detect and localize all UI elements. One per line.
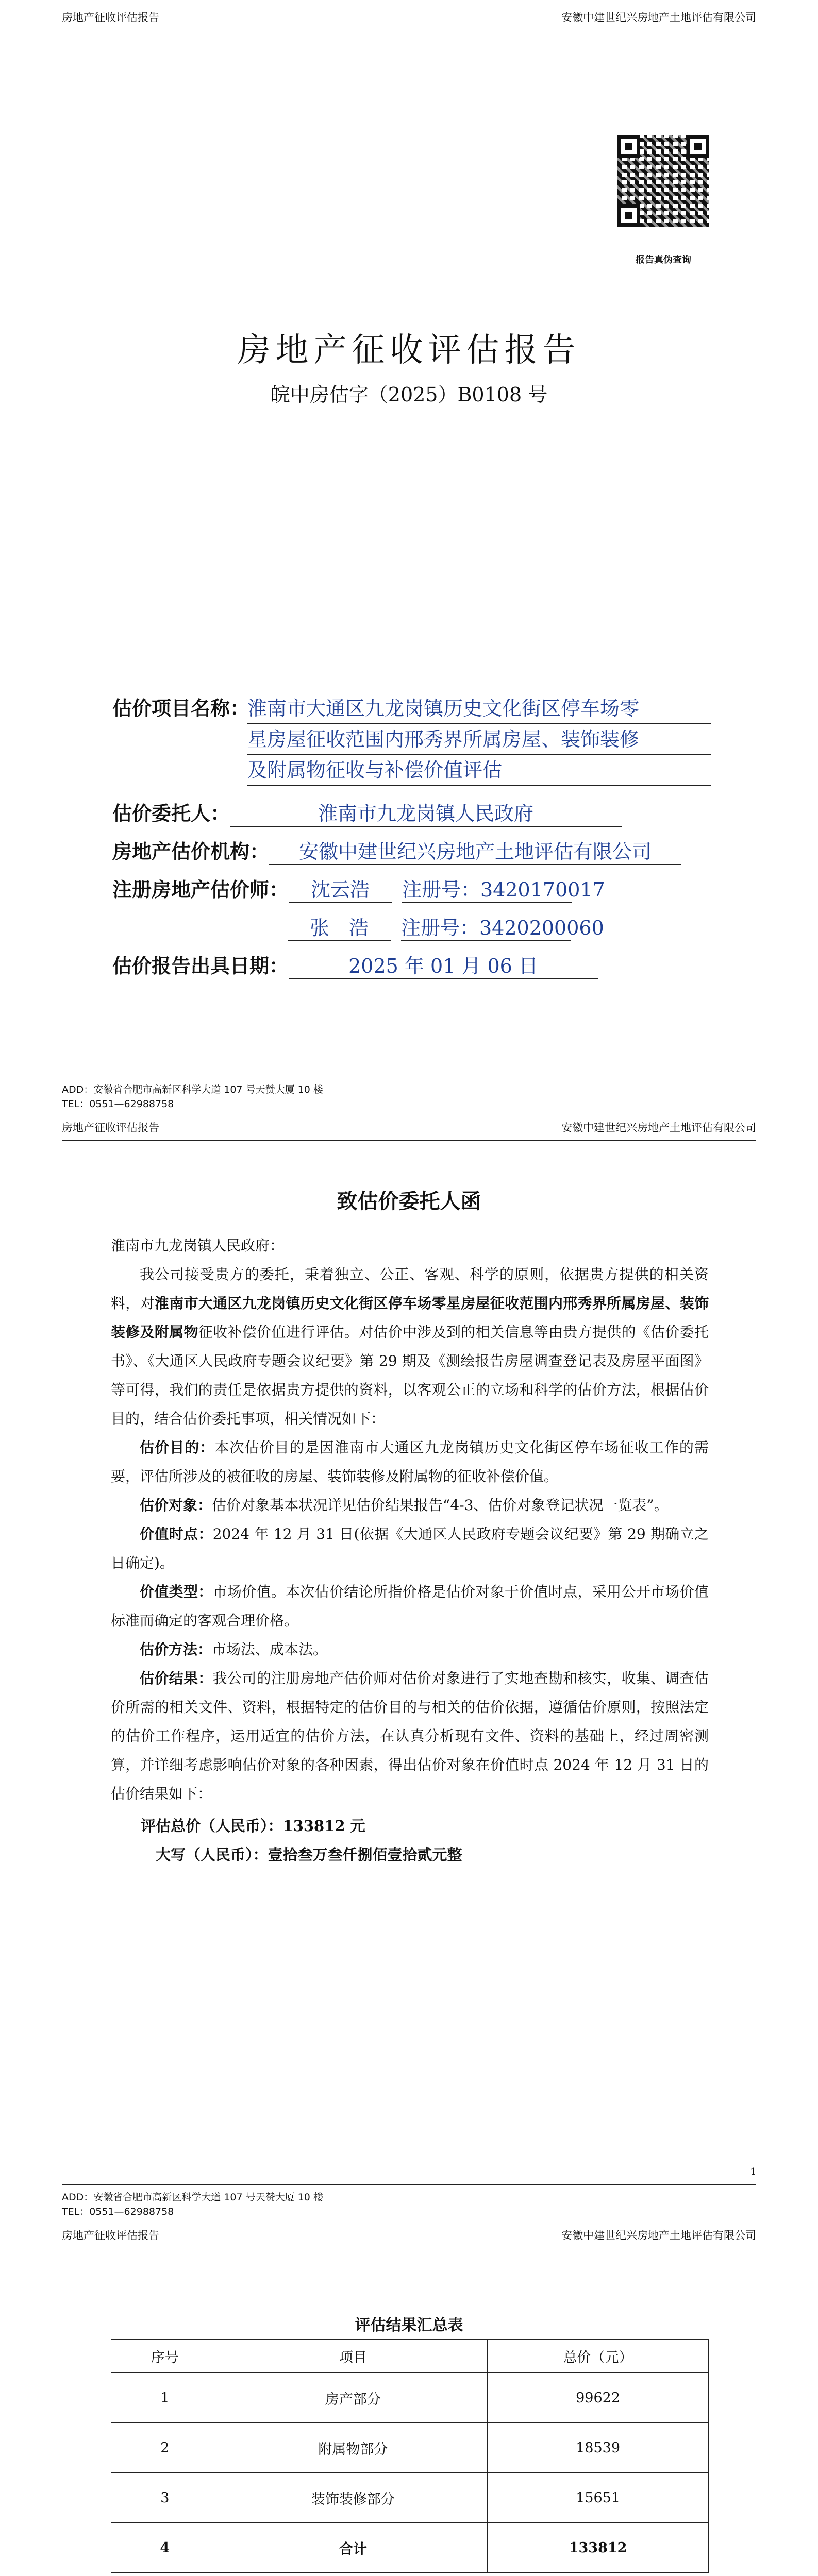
footer-tel: TEL：0551—62988758 — [62, 1098, 174, 1108]
method-para: 估价方法：市场法、成本法。 — [140, 1641, 328, 1658]
appraiser-row — [112, 874, 605, 903]
agency-row — [112, 836, 681, 865]
header-left: 房地产征收评估报告 — [62, 2229, 159, 2242]
header-left: 房地产征收评估报告 — [62, 1122, 159, 1134]
total-value: 评估总价（人民币）：133812 元 — [141, 1817, 365, 1835]
table-row: 3 装饰装修部分 15651 — [111, 2473, 709, 2523]
appraiser-2-reg: 注册号：3420200060 — [401, 912, 571, 941]
client-value: 淮南市九龙岗镇人民政府 — [230, 798, 622, 827]
page-header — [62, 2218, 756, 2248]
page-header — [62, 1110, 756, 1141]
result-para: 估价结果：我公司的注册房地产估价师对估价对象进行了实地查勘和核实，收集、调查估价所需的相关文件、资料，根据特定的估价目的与相关的估价依据，遵循估价原则，按照法定的估价工作程序，运用适宜的估价方法，在认真分析现有文件、资料的基础上，经过周密测算，并详细考虑影响估价对象的各种因素，得出估价对象在价值时点 2024 年 12 月 31 日的估价结果如下： — [111, 1670, 709, 1802]
page-footer — [62, 1077, 756, 1108]
qr-code[interactable] — [617, 135, 709, 227]
appraiser-1-reg: 注册号：3420170017 — [402, 874, 572, 903]
project-line-3: 及附属物征收与补偿价值评估 — [247, 755, 711, 786]
page-footer — [62, 2184, 756, 2219]
object-para: 估价对象：估价对象基本状况详见估价结果报告“4-3、估价对象登记状况一览表”。 — [140, 1497, 669, 1514]
appraiser-row-2 — [288, 912, 604, 941]
report-title: 房地产征收评估报告 — [237, 331, 581, 369]
letter-body — [111, 1231, 709, 1869]
letter-intro: 我公司接受贵方的委托，秉着独立、公正、客观、科学的原则，依据贵方提供的相关资料，对淮南市大通区九龙岗镇历史文化街区停车场零星房屋征收范围内邢秀界所属房屋、装饰装修及附属物征收补偿价值进行评估。对估价中涉及到的相关信息等由贵方提供的《估价委托书》、《大通区人民政府专题会议纪要》第 29 期及《测绘报告房屋调查登记表及房屋平面图》等可得，我们的责任是依据贵方提供的资料，以客观公正的立场和科学的估价方法，根据估价目的，结合估价委托事项，相关情况如下： — [111, 1266, 709, 1427]
date-row — [112, 950, 598, 979]
qr-caption: 报告真伪查询 — [636, 255, 691, 265]
footer-address: ADD：安徽省合肥市高新区科学大道 107 号天赞大厦 10 楼 — [62, 2192, 323, 2203]
agency-value: 安徽中建世纪兴房地产土地评估有限公司 — [269, 836, 681, 865]
letter-salutation: 淮南市九龙岗镇人民政府： — [111, 1237, 285, 1254]
letter-title: 致估价委托人函 — [337, 1189, 481, 1213]
table-row: 2 附属物部分 18539 — [111, 2423, 709, 2473]
col-header-no: 序号 — [111, 2340, 219, 2373]
project-line-2: 星房屋征收范围内邢秀界所属房屋、装饰装修 — [247, 724, 711, 755]
client-label: 估价委托人： — [112, 802, 230, 825]
header-right: 安徽中建世纪兴房地产土地评估有限公司 — [561, 11, 756, 24]
total-upper: 大写（人民币）：壹拾叁万叁仟捌佰壹拾贰元整 — [156, 1846, 462, 1863]
project-line-1: 淮南市大通区九龙岗镇历史文化街区停车场零 — [247, 693, 711, 724]
summary-title: 评估结果汇总表 — [355, 2316, 463, 2334]
table-row: 1 房产部分 99622 — [111, 2373, 709, 2423]
cover-page — [0, 0, 818, 1108]
col-header-item: 项目 — [219, 2340, 488, 2373]
appraiser-2-name: 张 浩 — [288, 912, 391, 941]
header-right: 安徽中建世纪兴房地产土地评估有限公司 — [561, 2229, 756, 2242]
project-label: 估价项目名称： — [112, 697, 250, 720]
date-label: 估价报告出具日期： — [112, 954, 289, 977]
agency-label: 房地产估价机构： — [112, 840, 270, 863]
footer-address: ADD：安徽省合肥市高新区科学大道 107 号天赞大厦 10 楼 — [62, 1084, 323, 1095]
date-value: 2025 年 01 月 06 日 — [289, 950, 598, 979]
time-para: 价值时点：2024 年 12 月 31 日(依据《大通区人民政府专题会议纪要》第 29 期确立之日确定)。 — [111, 1526, 709, 1571]
col-header-total: 总价（元） — [488, 2340, 709, 2373]
report-number: 皖中房估字（2025）B0108 号 — [270, 383, 548, 406]
type-para: 价值类型：市场价值。本次估价结论所指价格是估价对象于价值时点，采用公开市场价值标准而确定的客观合理价格。 — [111, 1583, 709, 1629]
client-row — [112, 798, 622, 827]
header-right: 安徽中建世纪兴房地产土地评估有限公司 — [561, 1122, 756, 1134]
page-header — [62, 0, 756, 30]
table-row-total: 4 合计 133812 — [111, 2523, 709, 2573]
appraiser-label: 注册房地产估价师： — [112, 878, 289, 901]
header-left: 房地产征收评估报告 — [62, 11, 159, 24]
page-number: 1 — [750, 2166, 756, 2177]
footer-tel: TEL：0551—62988758 — [62, 2206, 174, 2217]
appraiser-1-name: 沈云浩 — [289, 874, 392, 903]
summary-table — [111, 2339, 709, 2573]
purpose-para: 估价目的：本次估价目的是因淮南市大通区九龙岗镇历史文化街区停车场征收工作的需要，评估所涉及的被征收的房屋、装饰装修及附属物的征收补偿价值。 — [111, 1439, 709, 1485]
